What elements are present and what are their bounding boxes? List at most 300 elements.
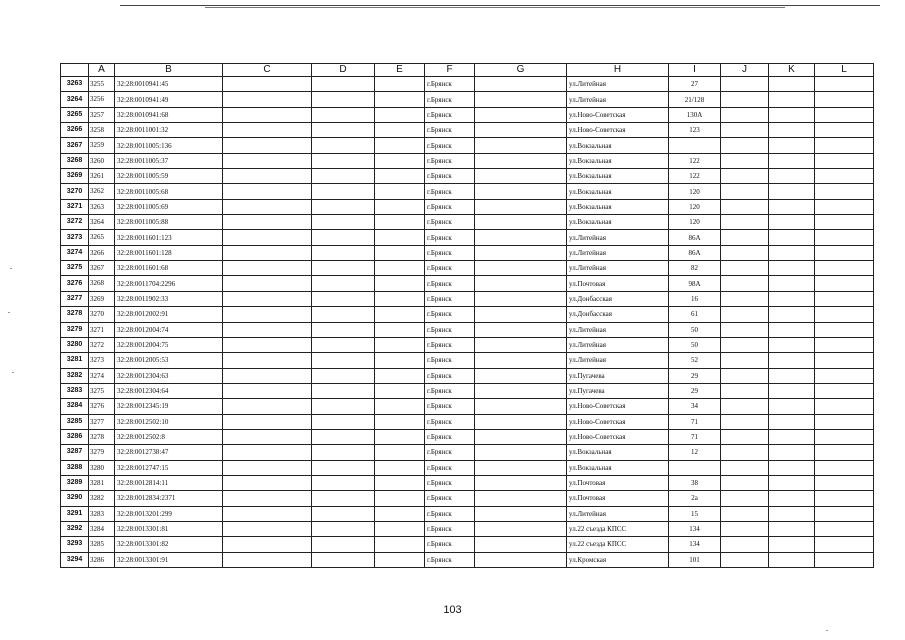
cell-g: [475, 215, 567, 230]
cell-g: [475, 445, 567, 460]
cell-i-house-number: 61: [669, 307, 721, 322]
cell-f-city: г.Брянск: [425, 491, 475, 506]
row-number: 3292: [61, 521, 89, 536]
cell-e: [375, 184, 425, 199]
cell-a: 3285: [89, 537, 115, 552]
cell-b-cadastral-number: 32:28:0011005:68: [115, 184, 223, 199]
table-row: [61, 399, 874, 414]
cell-i-house-number: 21/128: [669, 92, 721, 107]
cell-j: [721, 491, 769, 506]
cell-d: [312, 460, 375, 475]
row-number: 3266: [61, 123, 89, 138]
cell-e: [375, 445, 425, 460]
cell-l: [815, 92, 874, 107]
cell-i-house-number: 120: [669, 199, 721, 214]
cell-b-cadastral-number: 32:28:0011601:123: [115, 230, 223, 245]
row-number: 3265: [61, 107, 89, 122]
cell-f-city: г.Брянск: [425, 322, 475, 337]
cell-a: 3271: [89, 322, 115, 337]
cell-c: [223, 123, 312, 138]
table-row: [61, 475, 874, 490]
cell-a: 3260: [89, 153, 115, 168]
cell-d: [312, 123, 375, 138]
cell-j: [721, 537, 769, 552]
cell-g: [475, 261, 567, 276]
cell-d: [312, 337, 375, 352]
cell-a: 3283: [89, 506, 115, 521]
cell-c: [223, 230, 312, 245]
cell-a: 3277: [89, 414, 115, 429]
cell-h-street: ул.Вокзальная: [567, 445, 669, 460]
cell-i-house-number: 130А: [669, 107, 721, 122]
cell-f-city: г.Брянск: [425, 521, 475, 536]
table-row: [61, 429, 874, 444]
cell-b-cadastral-number: 32:28:0011001:32: [115, 123, 223, 138]
cell-b-cadastral-number: 32:28:0012502:8: [115, 429, 223, 444]
cell-d: [312, 261, 375, 276]
cell-k: [769, 291, 815, 306]
cell-c: [223, 307, 312, 322]
cell-g: [475, 322, 567, 337]
column-header-a: A: [89, 64, 115, 77]
table-row: [61, 77, 874, 92]
cell-a: 3255: [89, 77, 115, 92]
cell-i-house-number: 2а: [669, 491, 721, 506]
cell-h-street: ул.Пугачева: [567, 368, 669, 383]
cell-j: [721, 184, 769, 199]
row-number: 3287: [61, 445, 89, 460]
cell-a: 3286: [89, 552, 115, 567]
row-number: 3272: [61, 215, 89, 230]
cell-g: [475, 506, 567, 521]
cell-b-cadastral-number: 32:28:0011704:2296: [115, 276, 223, 291]
cell-c: [223, 322, 312, 337]
cell-k: [769, 123, 815, 138]
cell-f-city: г.Брянск: [425, 245, 475, 260]
cell-c: [223, 521, 312, 536]
cell-l: [815, 521, 874, 536]
cell-d: [312, 276, 375, 291]
cell-k: [769, 521, 815, 536]
cell-f-city: г.Брянск: [425, 291, 475, 306]
cell-c: [223, 506, 312, 521]
cell-h-street: ул.Литейная: [567, 322, 669, 337]
scan-speck: [8, 312, 10, 313]
cell-h-street: ул.Вокзальная: [567, 169, 669, 184]
row-number: 3273: [61, 230, 89, 245]
cell-b-cadastral-number: 32:28:0012004:74: [115, 322, 223, 337]
cell-l: [815, 261, 874, 276]
cell-c: [223, 169, 312, 184]
cell-e: [375, 92, 425, 107]
cell-d: [312, 521, 375, 536]
cell-d: [312, 383, 375, 398]
cell-h-street: ул.Литейная: [567, 230, 669, 245]
cell-g: [475, 230, 567, 245]
cell-k: [769, 399, 815, 414]
row-number: 3294: [61, 552, 89, 567]
cell-i-house-number: 50: [669, 337, 721, 352]
cell-l: [815, 337, 874, 352]
cell-f-city: г.Брянск: [425, 92, 475, 107]
page-number: 103: [443, 604, 462, 616]
cell-j: [721, 261, 769, 276]
cell-h-street: ул.22 съезда КПСС: [567, 521, 669, 536]
cell-g: [475, 107, 567, 122]
cell-c: [223, 399, 312, 414]
cell-l: [815, 460, 874, 475]
cell-e: [375, 491, 425, 506]
cell-e: [375, 199, 425, 214]
cell-b-cadastral-number: 32:28:0011005:59: [115, 169, 223, 184]
cell-f-city: г.Брянск: [425, 506, 475, 521]
cell-k: [769, 77, 815, 92]
cell-h-street: ул.Ново-Советская: [567, 123, 669, 138]
cell-d: [312, 215, 375, 230]
cell-a: 3282: [89, 491, 115, 506]
cell-e: [375, 353, 425, 368]
cell-f-city: г.Брянск: [425, 383, 475, 398]
cell-a: 3279: [89, 445, 115, 460]
cell-h-street: ул.Вокзальная: [567, 199, 669, 214]
cell-e: [375, 215, 425, 230]
cell-l: [815, 215, 874, 230]
cell-h-street: ул.22 съезда КПСС: [567, 537, 669, 552]
cell-a: 3273: [89, 353, 115, 368]
cell-a: 3278: [89, 429, 115, 444]
row-number: 3269: [61, 169, 89, 184]
cell-d: [312, 368, 375, 383]
table-row: [61, 261, 874, 276]
cell-d: [312, 307, 375, 322]
cell-g: [475, 337, 567, 352]
cell-k: [769, 460, 815, 475]
cell-b-cadastral-number: 32:28:0012814:11: [115, 475, 223, 490]
cell-i-house-number: 34: [669, 399, 721, 414]
cell-k: [769, 261, 815, 276]
cell-l: [815, 153, 874, 168]
cell-i-house-number: 52: [669, 353, 721, 368]
cell-i-house-number: 16: [669, 291, 721, 306]
cell-b-cadastral-number: 32:28:0011902:33: [115, 291, 223, 306]
cell-d: [312, 138, 375, 153]
cell-l: [815, 199, 874, 214]
cell-f-city: г.Брянск: [425, 230, 475, 245]
cell-g: [475, 552, 567, 567]
table-row: [61, 291, 874, 306]
cell-k: [769, 337, 815, 352]
column-header-k: K: [769, 64, 815, 77]
cell-j: [721, 521, 769, 536]
table-row: [61, 92, 874, 107]
cell-l: [815, 138, 874, 153]
cell-l: [815, 322, 874, 337]
cell-i-house-number: 27: [669, 77, 721, 92]
cell-h-street: ул.Литейная: [567, 245, 669, 260]
cell-j: [721, 307, 769, 322]
cell-b-cadastral-number: 32:28:0012738:47: [115, 445, 223, 460]
cell-l: [815, 291, 874, 306]
cell-i-house-number: 86А: [669, 230, 721, 245]
cell-e: [375, 506, 425, 521]
cell-c: [223, 429, 312, 444]
cell-b-cadastral-number: 32:28:0011601:128: [115, 245, 223, 260]
cell-h-street: ул.Литейная: [567, 353, 669, 368]
row-number: 3288: [61, 460, 89, 475]
cell-j: [721, 353, 769, 368]
cell-j: [721, 506, 769, 521]
cell-b-cadastral-number: 32:28:0012002:91: [115, 307, 223, 322]
table-row: [61, 414, 874, 429]
cell-f-city: г.Брянск: [425, 337, 475, 352]
cell-j: [721, 552, 769, 567]
cell-a: 3266: [89, 245, 115, 260]
cell-e: [375, 414, 425, 429]
cell-g: [475, 429, 567, 444]
cell-f-city: г.Брянск: [425, 107, 475, 122]
cell-k: [769, 138, 815, 153]
cell-i-house-number: 15: [669, 506, 721, 521]
cell-a: 3281: [89, 475, 115, 490]
cell-k: [769, 552, 815, 567]
cell-c: [223, 383, 312, 398]
cell-a: 3256: [89, 92, 115, 107]
row-number: 3277: [61, 291, 89, 306]
cell-e: [375, 475, 425, 490]
cell-i-house-number: 122: [669, 153, 721, 168]
cell-l: [815, 368, 874, 383]
cell-h-street: ул.Литейная: [567, 77, 669, 92]
cell-l: [815, 491, 874, 506]
cell-d: [312, 291, 375, 306]
cell-l: [815, 429, 874, 444]
row-number: 3283: [61, 383, 89, 398]
cell-k: [769, 153, 815, 168]
cell-g: [475, 353, 567, 368]
table-row: [61, 138, 874, 153]
cell-b-cadastral-number: 32:28:0010941:45: [115, 77, 223, 92]
cell-c: [223, 475, 312, 490]
row-number: 3270: [61, 184, 89, 199]
cell-f-city: г.Брянск: [425, 261, 475, 276]
cell-f-city: г.Брянск: [425, 445, 475, 460]
cell-e: [375, 123, 425, 138]
cell-b-cadastral-number: 32:28:0012834:2371: [115, 491, 223, 506]
cell-i-house-number: 120: [669, 184, 721, 199]
cell-e: [375, 138, 425, 153]
row-number: 3280: [61, 337, 89, 352]
cell-a: 3267: [89, 261, 115, 276]
cell-e: [375, 107, 425, 122]
cell-a: 3280: [89, 460, 115, 475]
row-number: 3284: [61, 399, 89, 414]
cell-g: [475, 383, 567, 398]
cell-d: [312, 199, 375, 214]
cell-j: [721, 107, 769, 122]
cell-k: [769, 445, 815, 460]
row-number: 3289: [61, 475, 89, 490]
column-header-c: C: [223, 64, 312, 77]
cell-l: [815, 230, 874, 245]
corner-cell: [61, 64, 89, 77]
cell-h-street: ул.Ново-Советская: [567, 429, 669, 444]
table-row: [61, 230, 874, 245]
cell-j: [721, 153, 769, 168]
table-row: [61, 353, 874, 368]
cell-j: [721, 414, 769, 429]
cell-a: 3262: [89, 184, 115, 199]
row-number: 3286: [61, 429, 89, 444]
cell-j: [721, 291, 769, 306]
table-row: [61, 368, 874, 383]
cell-d: [312, 92, 375, 107]
cell-b-cadastral-number: 32:28:0012005:53: [115, 353, 223, 368]
cell-a: 3284: [89, 521, 115, 536]
cell-f-city: г.Брянск: [425, 429, 475, 444]
cell-e: [375, 368, 425, 383]
cell-c: [223, 445, 312, 460]
cell-j: [721, 337, 769, 352]
cell-e: [375, 245, 425, 260]
cell-g: [475, 537, 567, 552]
cell-e: [375, 399, 425, 414]
cell-f-city: г.Брянск: [425, 414, 475, 429]
cell-i-house-number: 82: [669, 261, 721, 276]
cell-b-cadastral-number: 32:28:0012004:75: [115, 337, 223, 352]
cell-h-street: ул.Литейная: [567, 261, 669, 276]
cell-c: [223, 537, 312, 552]
cell-e: [375, 322, 425, 337]
row-number: 3276: [61, 276, 89, 291]
cell-f-city: г.Брянск: [425, 399, 475, 414]
cell-l: [815, 123, 874, 138]
cell-b-cadastral-number: 32:28:0012304:64: [115, 383, 223, 398]
cell-j: [721, 77, 769, 92]
cell-b-cadastral-number: 32:28:0013201:299: [115, 506, 223, 521]
cell-c: [223, 184, 312, 199]
row-number: 3281: [61, 353, 89, 368]
cell-j: [721, 460, 769, 475]
cell-h-street: ул.Литейная: [567, 506, 669, 521]
cell-g: [475, 291, 567, 306]
table-row: [61, 322, 874, 337]
top-rule-secondary: [205, 7, 785, 8]
cell-k: [769, 184, 815, 199]
cell-i-house-number: 12: [669, 445, 721, 460]
cell-k: [769, 353, 815, 368]
cell-j: [721, 199, 769, 214]
cell-k: [769, 245, 815, 260]
cell-e: [375, 307, 425, 322]
cell-k: [769, 506, 815, 521]
cell-f-city: г.Брянск: [425, 552, 475, 567]
cell-j: [721, 138, 769, 153]
cell-h-street: ул.Донбасская: [567, 291, 669, 306]
cell-d: [312, 552, 375, 567]
cell-i-house-number: 120: [669, 215, 721, 230]
cell-l: [815, 353, 874, 368]
cell-k: [769, 429, 815, 444]
cell-j: [721, 322, 769, 337]
cell-h-street: ул.Литейная: [567, 337, 669, 352]
cell-a: 3259: [89, 138, 115, 153]
cell-a: 3270: [89, 307, 115, 322]
cell-h-street: ул.Вокзальная: [567, 215, 669, 230]
cell-i-house-number: 50: [669, 322, 721, 337]
cell-h-street: ул.Вокзальная: [567, 460, 669, 475]
cell-j: [721, 399, 769, 414]
cell-g: [475, 199, 567, 214]
cell-c: [223, 92, 312, 107]
cell-g: [475, 475, 567, 490]
cell-h-street: ул.Почтовая: [567, 276, 669, 291]
cell-e: [375, 230, 425, 245]
table-row: [61, 491, 874, 506]
cell-j: [721, 368, 769, 383]
cell-i-house-number: 71: [669, 429, 721, 444]
row-number: 3290: [61, 491, 89, 506]
cell-h-street: ул.Вокзальная: [567, 138, 669, 153]
cell-b-cadastral-number: 32:28:0010941:49: [115, 92, 223, 107]
table-row: [61, 123, 874, 138]
cell-d: [312, 169, 375, 184]
cell-g: [475, 368, 567, 383]
cell-i-house-number: 123: [669, 123, 721, 138]
cell-b-cadastral-number: 32:28:0011601:68: [115, 261, 223, 276]
cell-e: [375, 337, 425, 352]
row-number: 3267: [61, 138, 89, 153]
cell-g: [475, 184, 567, 199]
cell-g: [475, 414, 567, 429]
cell-d: [312, 414, 375, 429]
cell-f-city: г.Брянск: [425, 199, 475, 214]
cell-g: [475, 460, 567, 475]
cell-c: [223, 77, 312, 92]
cell-a: 3263: [89, 199, 115, 214]
cell-h-street: ул.Вокзальная: [567, 184, 669, 199]
cell-c: [223, 245, 312, 260]
cell-a: 3257: [89, 107, 115, 122]
scan-speck: [10, 268, 12, 269]
cell-a: 3276: [89, 399, 115, 414]
row-number: 3268: [61, 153, 89, 168]
table-row: [61, 184, 874, 199]
cell-b-cadastral-number: 32:28:0011005:69: [115, 199, 223, 214]
table-row: [61, 307, 874, 322]
table-row: [61, 552, 874, 567]
cell-f-city: г.Брянск: [425, 276, 475, 291]
cell-h-street: ул.Пугачева: [567, 383, 669, 398]
cell-i-house-number: 134: [669, 521, 721, 536]
cell-k: [769, 199, 815, 214]
cell-f-city: г.Брянск: [425, 215, 475, 230]
scan-speck: [826, 630, 828, 631]
cell-j: [721, 92, 769, 107]
cell-e: [375, 552, 425, 567]
cell-k: [769, 169, 815, 184]
scan-speck: [12, 372, 14, 373]
cell-d: [312, 506, 375, 521]
cell-a: 3261: [89, 169, 115, 184]
cell-g: [475, 521, 567, 536]
cell-e: [375, 261, 425, 276]
cell-e: [375, 537, 425, 552]
row-number: 3285: [61, 414, 89, 429]
cell-k: [769, 230, 815, 245]
row-number: 3274: [61, 245, 89, 260]
cell-k: [769, 322, 815, 337]
cell-b-cadastral-number: 32:28:0011005:88: [115, 215, 223, 230]
